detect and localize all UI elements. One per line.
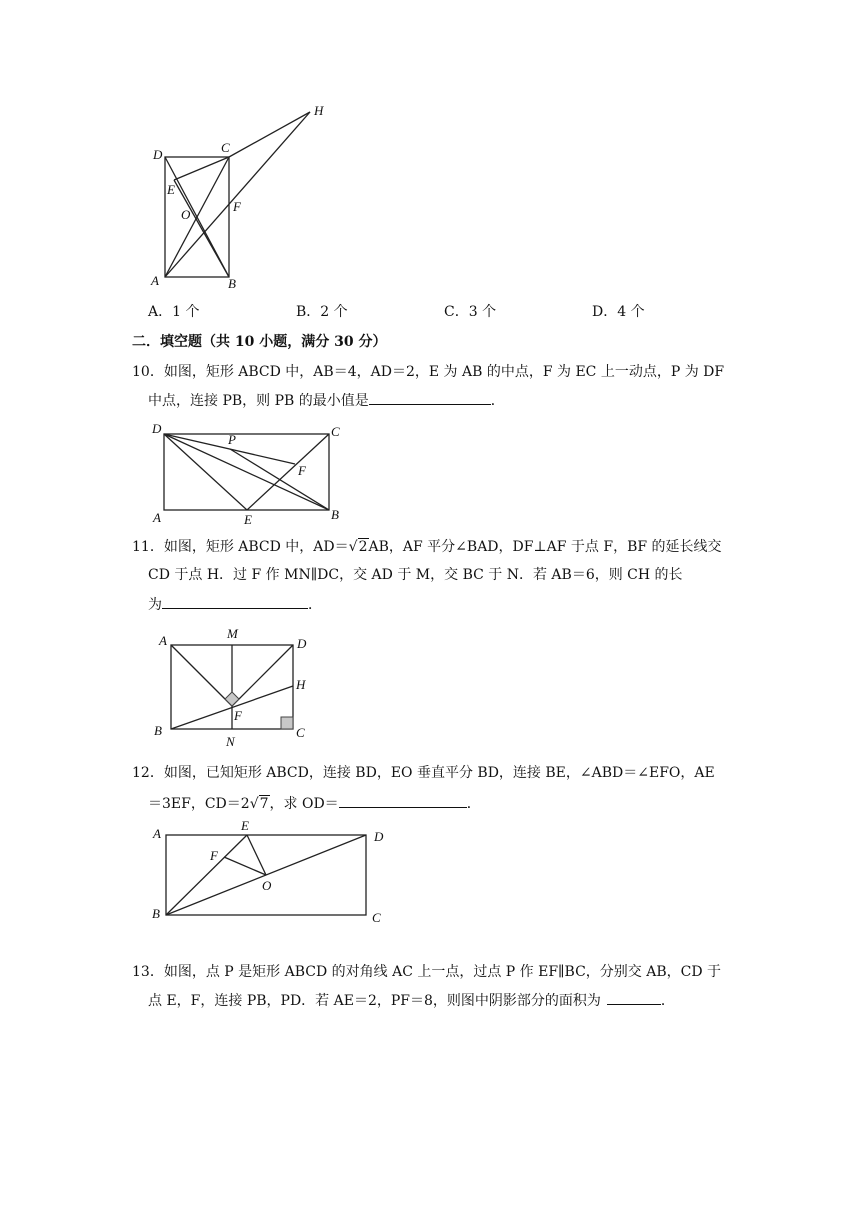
label-d: D (152, 421, 162, 436)
label-c: C (221, 140, 230, 155)
segment-ec (247, 434, 329, 510)
label-p: P (228, 432, 236, 447)
segment-ec (174, 157, 229, 180)
q12-answer-blank[interactable] (339, 793, 467, 808)
figure-q11 (150, 628, 330, 748)
label-b: B (154, 723, 162, 738)
label-f: F (298, 463, 306, 478)
segment-eo (247, 835, 266, 875)
segment-be (166, 835, 247, 915)
label-c: C (372, 910, 381, 925)
sqrt-symbol: √2 (348, 539, 368, 555)
right-angle-mark-f (225, 692, 239, 706)
label-d: D (153, 147, 163, 162)
label-n: N (226, 734, 235, 749)
label-h: H (314, 103, 324, 118)
label-d: D (297, 636, 307, 651)
figure-q9 (140, 100, 340, 300)
section-heading: 二．填空题（共 10 小题，满分 30 分） (132, 334, 387, 350)
label-d: D (374, 829, 384, 844)
label-h: H (296, 677, 306, 692)
label-c: C (331, 424, 340, 439)
option-c: C．3 个 (444, 304, 497, 320)
q11-line1: 11．如图，矩形 ABCD 中，AD＝√2AB，AF 平分∠BAD，DF⊥AF 于点 F，BF 的延长线交 (132, 539, 722, 555)
label-a: A (153, 826, 161, 841)
q10-line2: 中点，连接 PB，则 PB 的最小值是 ． (148, 390, 505, 411)
sqrt-symbol: √7 (249, 796, 269, 812)
label-a: A (153, 510, 161, 525)
label-a: A (151, 273, 159, 288)
label-b: B (152, 906, 160, 921)
label-o: O (262, 878, 272, 893)
segment-ah (165, 112, 310, 277)
option-b: B．2 个 (296, 304, 348, 320)
label-e: E (241, 818, 249, 833)
q10-answer-blank[interactable] (369, 390, 491, 405)
label-f: F (210, 848, 218, 863)
option-d: D．4 个 (592, 304, 645, 320)
q11-answer-blank[interactable] (162, 594, 308, 609)
label-c: C (296, 725, 305, 740)
label-e: E (167, 182, 175, 197)
q12-line2: ＝3EF，CD＝2√7，求 OD＝ ． (148, 793, 481, 814)
q13-answer-blank[interactable] (607, 990, 661, 1005)
label-e: E (244, 512, 252, 527)
label-b: B (228, 276, 236, 291)
figure-q12 (150, 818, 400, 928)
q11-line2: CD 于点 H．过 F 作 MN∥DC，交 AD 于 M，交 BC 于 N．若 AB＝6，则 CH 的长 (148, 567, 683, 583)
segment-fo (224, 857, 266, 875)
right-angle-mark-c (281, 717, 293, 729)
segment-af (171, 645, 232, 706)
q13-line2: 点 E，F，连接 PB，PD．若 AE＝2，PF＝8，则图中阴影部分的面积为 ． (148, 990, 675, 1011)
q13-line1: 13．如图，点 P 是矩形 ABCD 的对角线 AC 上一点，过点 P 作 EF∥BC，分别交 AB，CD 于 (132, 964, 722, 980)
label-f: F (233, 199, 241, 214)
segment-eb (174, 180, 229, 277)
option-a: A．1 个 (148, 304, 200, 320)
label-a: A (159, 633, 167, 648)
label-f: F (234, 708, 242, 723)
label-o: O (181, 207, 191, 222)
label-b: B (331, 507, 339, 522)
q11-line3: 为 ． (148, 594, 322, 615)
label-m: M (227, 626, 238, 641)
segment-ch (229, 112, 310, 157)
figure-q10 (150, 420, 350, 530)
segment-pb (230, 449, 329, 510)
q10-line1: 10．如图，矩形 ABCD 中，AB＝4，AD＝2，E 为 AB 的中点，F 为 EC 上一动点，P 为 DF (132, 364, 725, 380)
q12-line1: 12．如图，已知矩形 ABCD，连接 BD，EO 垂直平分 BD，连接 BE，∠ABD＝∠EFO，AE (132, 765, 715, 781)
